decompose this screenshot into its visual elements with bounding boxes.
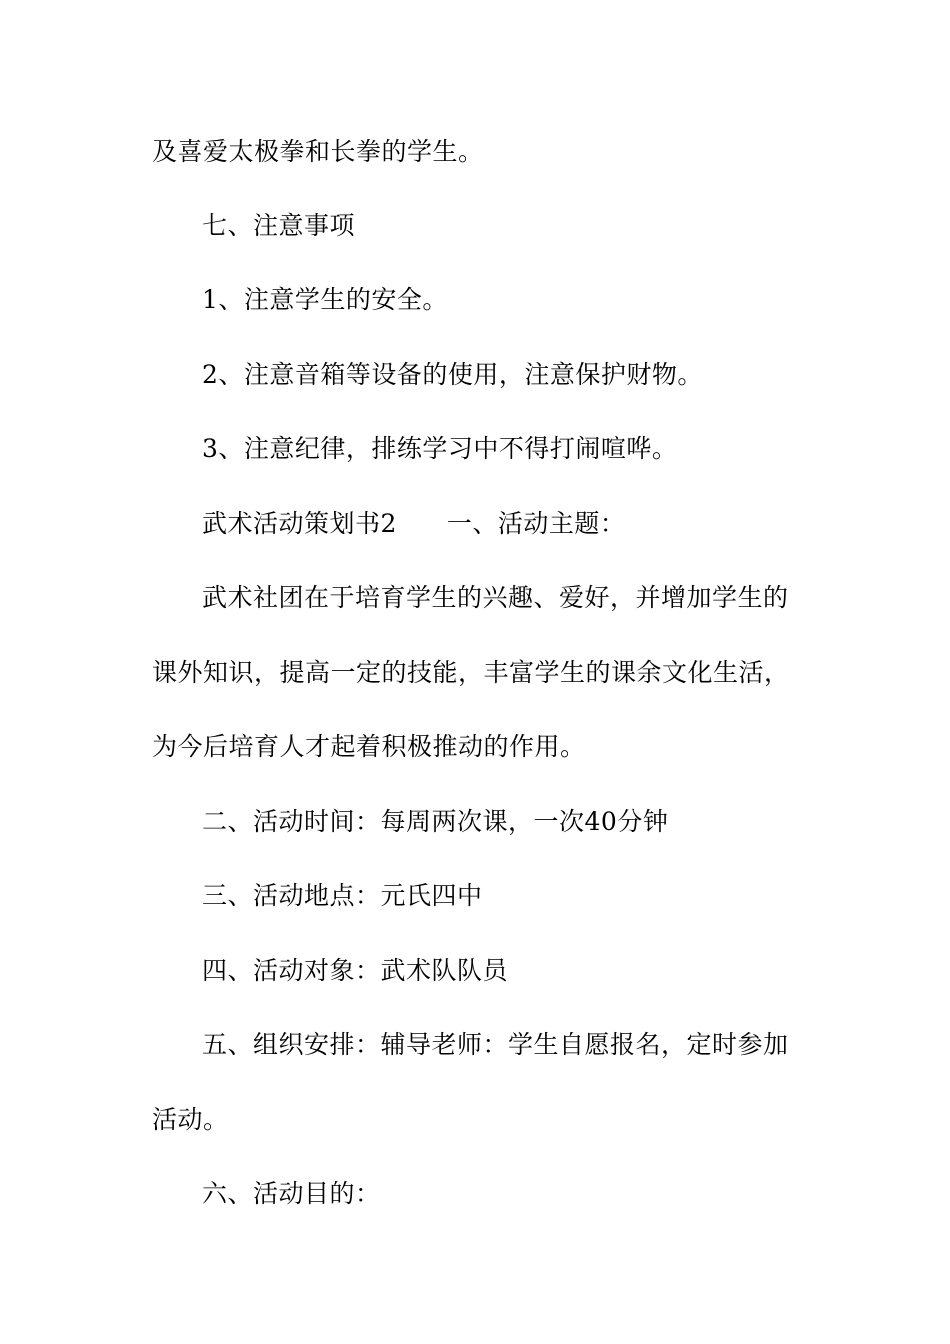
paragraph-continuation: 及喜爱太极拳和长拳的学生。 [152,137,484,166]
plan-title: 武术活动策划书2 [202,509,397,538]
section-organization-line-2: 活动。 [152,1105,229,1134]
note-item-3: 3、注意纪律，排练学习中不得打闹喧哗。 [202,434,678,463]
note-item-2: 2、注意音箱等设备的使用，注意保护财物。 [202,360,703,389]
section-activity-location: 三、活动地点：元氏四中 [202,881,483,910]
section-activity-time: 二、活动时间：每周两次课，一次40分钟 [202,807,669,836]
note-item-1: 1、注意学生的安全。 [202,285,448,314]
section-activity-target: 四、活动对象：武术队队员 [202,956,509,985]
theme-paragraph-line-1: 武术社团在于培育学生的兴趣、爱好，并增加学生的 [202,583,789,612]
section-heading-theme: 一、活动主题： [446,509,626,538]
section-organization-line-1: 五、组织安排：辅导老师：学生自愿报名，定时参加 [202,1030,789,1059]
section-heading-notes: 七、注意事项 [202,211,356,240]
section-activity-purpose: 六、活动目的： [202,1179,381,1208]
theme-paragraph-line-2: 课外知识，提高一定的技能，丰富学生的课余文化生活， [152,658,790,687]
theme-paragraph-line-3: 为今后培育人才起着积极推动的作用。 [152,732,586,761]
plan-title-row [202,509,625,539]
